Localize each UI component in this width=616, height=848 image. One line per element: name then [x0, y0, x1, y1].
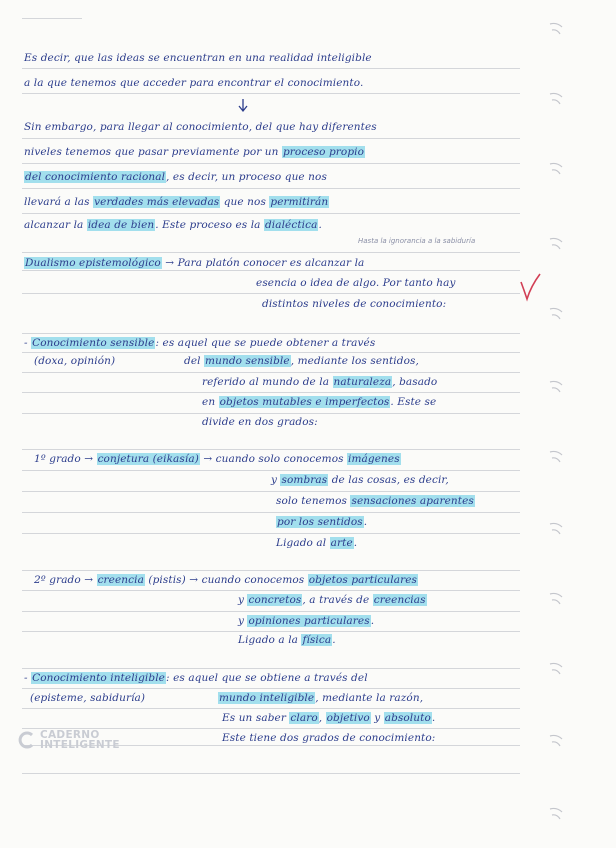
ruled-line: [22, 590, 520, 591]
highlighted-text: Conocimiento sensible: [32, 337, 155, 349]
caderno-logo-text: [40, 730, 120, 750]
text-segment: y: [238, 615, 248, 627]
ruled-line: [22, 668, 520, 669]
highlighted-text: concretos: [248, 594, 302, 606]
text-line: [34, 355, 115, 367]
binder-ring-icon: [548, 448, 566, 466]
highlighted-text: objetos mutables e imperfectos: [219, 396, 390, 408]
text-segment: Ligado a la: [238, 634, 302, 646]
text-segment: → Para platón conocer es alcanzar la: [161, 257, 365, 269]
highlighted-text: permitirán: [270, 196, 329, 208]
ruled-line: [22, 631, 520, 632]
text-line: [24, 52, 372, 64]
text-line: [218, 692, 423, 704]
text-segment: a la que tenemos que acceder para encontrar el conocimiento.: [24, 77, 364, 89]
text-segment: llevará a las: [24, 196, 94, 208]
ruled-line: [22, 611, 520, 612]
text-segment: que nos: [220, 196, 270, 208]
binder-ring-icon: [548, 732, 566, 750]
text-segment: .: [431, 712, 436, 724]
highlighted-text: del conocimiento racional: [25, 171, 166, 183]
binder-ring-icon: [548, 590, 566, 608]
ruled-line: [22, 372, 520, 373]
highlighted-text: proceso propio: [282, 146, 365, 158]
text-line: [24, 196, 329, 208]
ruled-line: [22, 270, 520, 271]
text-segment: y: [271, 474, 281, 486]
highlighted-text: sensaciones aparentes: [351, 495, 474, 507]
highlighted-text: idea de bien: [87, 219, 155, 231]
text-line: [24, 171, 327, 183]
highlighted-text: opiniones particulares: [248, 615, 370, 627]
text-line: [24, 121, 377, 133]
text-line: [30, 692, 145, 704]
text-segment: y: [370, 712, 384, 724]
text-segment: niveles tenemos que pasar previamente por un: [24, 146, 282, 158]
binder-ring-icon: [548, 805, 566, 823]
caderno-logo-icon: [18, 731, 36, 749]
ruled-line: [22, 570, 520, 571]
ruled-line: [22, 188, 520, 189]
text-segment: Ligado al: [276, 537, 330, 549]
text-segment: ,: [318, 712, 326, 724]
text-segment: , a través de: [302, 594, 373, 606]
text-line: [184, 355, 419, 367]
text-segment: .: [363, 516, 368, 528]
text-segment: (pistis) → cuando conocemos: [144, 574, 308, 586]
down-arrow-icon: [237, 98, 249, 114]
ruled-line: [22, 773, 520, 774]
text-line: [202, 376, 437, 388]
ruled-line: [22, 512, 520, 513]
text-segment: alcanzar la: [24, 219, 87, 231]
text-line: [256, 277, 455, 289]
highlighted-text: Conocimiento inteligible: [32, 672, 165, 684]
ruled-line: [22, 213, 520, 214]
binder-ring-icon: [548, 20, 566, 38]
highlighted-text: creencias: [373, 594, 426, 606]
text-segment: : es aquel que se puede obtener a través: [155, 337, 376, 349]
check-mark-icon: [519, 272, 543, 302]
text-line: [222, 732, 435, 744]
highlighted-text: claro: [290, 712, 318, 724]
text-line: [202, 416, 318, 428]
ruled-line: [22, 68, 520, 69]
text-segment: : es aquel que se obtiene a través del: [166, 672, 368, 684]
highlighted-text: absoluto: [384, 712, 431, 724]
text-line: [276, 495, 475, 507]
logo-line-1: CADERNO: [40, 729, 100, 741]
binder-ring-icon: [548, 520, 566, 538]
text-segment: -: [24, 337, 32, 349]
text-segment: del: [184, 355, 205, 367]
ruled-line: [22, 533, 520, 534]
text-segment: , mediante los sentidos,: [290, 355, 419, 367]
ruled-line: [22, 470, 520, 471]
text-segment: solo tenemos: [276, 495, 351, 507]
text-line: [238, 615, 374, 627]
ruled-line: [22, 138, 520, 139]
highlighted-text: imágenes: [348, 453, 400, 465]
text-segment: referido al mundo de la: [202, 376, 333, 388]
highlighted-text: naturaleza: [333, 376, 392, 388]
text-segment: (doxa, opinión): [34, 355, 116, 367]
text-segment: de las cosas, es decir,: [328, 474, 449, 486]
text-segment: , es decir, un proceso que nos: [166, 171, 327, 183]
text-line: [276, 516, 367, 528]
binder-ring-icon: [548, 378, 566, 396]
ruled-line: [22, 252, 520, 253]
ruled-line: [22, 392, 520, 393]
binder-ring-icon: [548, 160, 566, 178]
highlighted-text: Dualismo epistemológico: [25, 257, 161, 269]
highlighted-text: mundo inteligible: [219, 692, 315, 704]
ruled-line: [22, 708, 520, 709]
text-line: [34, 574, 418, 586]
binder-ring-icon: [548, 235, 566, 253]
text-segment: divide en dos grados:: [202, 416, 318, 428]
text-segment: → cuando solo conocemos: [199, 453, 348, 465]
text-segment: esencia o idea de algo. Por tanto hay: [256, 277, 456, 289]
logo-line-2: INTELIGENTE: [40, 739, 120, 751]
text-segment: . Este se: [390, 396, 437, 408]
ruled-line: [22, 449, 520, 450]
highlighted-text: sombras: [281, 474, 328, 486]
text-segment: Es decir, que las ideas se encuentran en una realidad inteligible: [24, 52, 372, 64]
text-segment: , basado: [392, 376, 438, 388]
highlighted-text: verdades más elevadas: [94, 196, 220, 208]
text-segment: .: [370, 615, 375, 627]
ruled-line: [22, 352, 520, 353]
ruled-line: [22, 688, 520, 689]
ruled-line: [22, 293, 520, 294]
text-line: [262, 298, 446, 310]
text-segment: Es un saber: [222, 712, 290, 724]
text-line: [238, 634, 336, 646]
text-line: [222, 712, 435, 724]
highlighted-text: arte: [330, 537, 353, 549]
text-segment: Este tiene dos grados de conocimiento:: [222, 732, 436, 744]
ruled-line: [22, 491, 520, 492]
binder-ring-icon: [548, 305, 566, 323]
text-line: [238, 594, 427, 606]
ruled-line: [22, 93, 520, 94]
text-line: [24, 257, 364, 269]
ruled-line: [22, 18, 82, 19]
text-line: [24, 77, 363, 89]
side-note: Hasta la ignorancia a la sabiduría: [358, 237, 476, 245]
highlighted-text: objetivo: [326, 712, 370, 724]
highlighted-text: objetos particulares: [308, 574, 417, 586]
text-segment: en: [202, 396, 219, 408]
text-line: [24, 146, 365, 158]
text-segment: (episteme, sabiduría): [30, 692, 146, 704]
text-segment: .: [332, 634, 336, 646]
highlighted-text: por los sentidos: [277, 516, 363, 528]
ruled-line: [22, 333, 520, 334]
text-segment: . Este proceso es la: [155, 219, 264, 231]
ruled-line: [22, 163, 520, 164]
text-segment: , mediante la razón,: [315, 692, 424, 704]
text-segment: distintos niveles de conocimiento:: [262, 298, 447, 310]
text-line: [24, 219, 322, 231]
text-segment: .: [318, 219, 322, 231]
text-line: [202, 396, 436, 408]
text-segment: -: [24, 672, 32, 684]
highlighted-text: conjetura (eikasía): [97, 453, 199, 465]
text-line: [271, 474, 449, 486]
ruled-line: [22, 413, 520, 414]
highlighted-text: creencia: [97, 574, 144, 586]
text-segment: Sin embargo, para llegar al conocimiento, del que hay diferentes: [24, 121, 377, 133]
binder-ring-icon: [548, 660, 566, 678]
text-line: [24, 337, 375, 349]
highlighted-text: dialéctica: [264, 219, 318, 231]
caderno-logo: [18, 730, 120, 750]
highlighted-text: mundo sensible: [205, 355, 290, 367]
text-segment: 1º grado →: [34, 453, 97, 465]
text-line: [276, 537, 357, 549]
text-segment: y: [238, 594, 248, 606]
highlighted-text: física: [302, 634, 332, 646]
text-line: [24, 672, 368, 684]
text-segment: .: [353, 537, 358, 549]
binder-ring-icon: [548, 90, 566, 108]
text-segment: 2º grado →: [34, 574, 97, 586]
text-line: [34, 453, 401, 465]
